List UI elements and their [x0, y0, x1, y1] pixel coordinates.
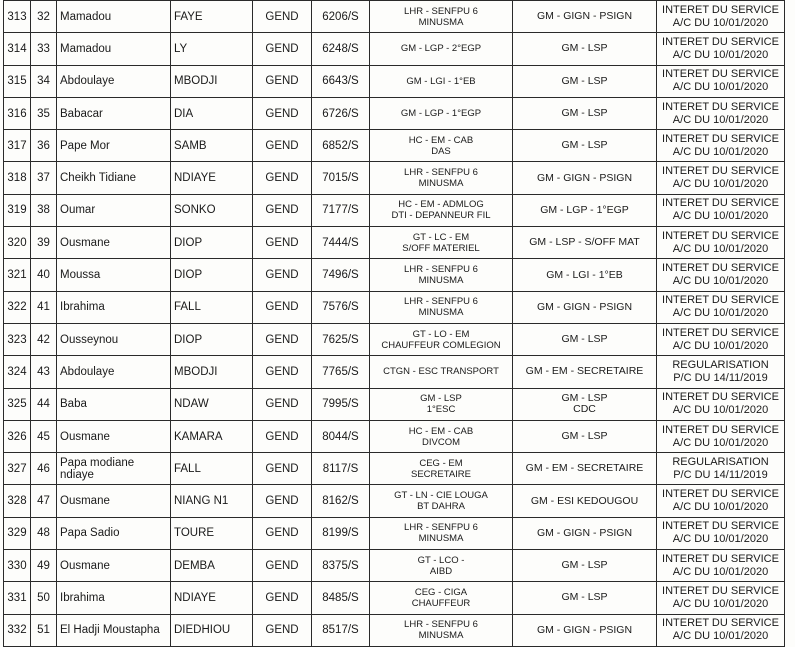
origin-unit-line: CEG - CIGA	[414, 586, 468, 598]
last-name-cell: TOURE	[171, 517, 253, 549]
origin-unit-line: CTGN - ESC TRANSPORT	[383, 366, 499, 378]
reason-line: INTERET DU SERVICE	[662, 165, 779, 178]
row-number-cell: 316	[4, 97, 31, 129]
reason-line: INTERET DU SERVICE	[662, 617, 779, 630]
matricule-cell: 7576/S	[312, 291, 370, 323]
last-name-cell: NIANG N1	[171, 485, 253, 517]
matricule-cell: 7625/S	[312, 323, 370, 355]
destination-unit-line: GM - LSP	[561, 430, 608, 442]
origin-unit-cell	[370, 323, 513, 355]
reason-line: A/C DU 10/01/2020	[672, 81, 769, 94]
origin-unit-line: GM - LSP	[420, 393, 462, 405]
first-name-cell: Ousmane	[57, 485, 171, 517]
row-number-cell: 324	[4, 356, 31, 388]
origin-unit-line: GM - LGP - 1°EGP	[400, 108, 482, 120]
origin-unit-line: DTI - DEPANNEUR FIL	[391, 210, 491, 222]
corps-cell: GEND	[253, 259, 312, 291]
last-name-cell: FALL	[171, 291, 253, 323]
table-body	[4, 1, 785, 647]
corps-cell: GEND	[253, 65, 312, 97]
table-row	[4, 582, 785, 614]
origin-unit-cell	[370, 65, 513, 97]
reason-line: INTERET DU SERVICE	[662, 294, 779, 307]
reason-line: INTERET DU SERVICE	[662, 488, 779, 501]
destination-unit-line: GM - GIGN - PSIGN	[536, 300, 633, 313]
corps-cell: GEND	[253, 291, 312, 323]
first-name-cell: Mamadou	[57, 33, 171, 65]
last-name-cell: FAYE	[171, 1, 253, 33]
matricule-cell: 8117/S	[312, 453, 370, 485]
first-name-cell: Moussa	[57, 259, 171, 291]
reason-line: A/C DU 10/01/2020	[672, 404, 769, 417]
matricule-cell: 8162/S	[312, 485, 370, 517]
reason-cell	[657, 614, 785, 646]
reason-line: A/C DU 10/01/2020	[672, 565, 769, 578]
origin-unit-line: MINUSMA	[418, 16, 464, 28]
origin-unit-cell	[370, 582, 513, 614]
row-number-cell: 314	[4, 33, 31, 65]
destination-unit-line: GM - LGI - 1°EB	[546, 268, 623, 281]
reason-line: A/C DU 10/01/2020	[672, 210, 769, 223]
origin-unit-cell	[370, 97, 513, 129]
table-row	[4, 1, 785, 33]
row-index-cell: 42	[31, 323, 57, 355]
row-number-cell: 331	[4, 582, 31, 614]
corps-cell: GEND	[253, 97, 312, 129]
reason-line: INTERET DU SERVICE	[662, 197, 779, 210]
origin-unit-cell	[370, 259, 513, 291]
reason-cell	[657, 291, 785, 323]
first-name-cell: Ousseynou	[57, 323, 171, 355]
reason-cell	[657, 227, 785, 259]
table-row	[4, 194, 785, 226]
origin-unit-cell	[370, 227, 513, 259]
last-name-cell: MBODJI	[171, 356, 253, 388]
row-index-cell: 39	[31, 227, 57, 259]
row-index-cell: 45	[31, 420, 57, 452]
reason-cell	[657, 388, 785, 420]
row-number-cell: 313	[4, 1, 31, 33]
reason-cell	[657, 130, 785, 162]
matricule-cell: 8485/S	[312, 582, 370, 614]
first-name-cell: Ousmane	[57, 550, 171, 582]
table-row	[4, 65, 785, 97]
reason-line: A/C DU 10/01/2020	[672, 630, 769, 643]
reason-line: INTERET DU SERVICE	[662, 68, 779, 81]
matricule-cell: 8375/S	[312, 550, 370, 582]
reason-cell	[657, 194, 785, 226]
origin-unit-cell	[370, 453, 513, 485]
reason-cell	[657, 485, 785, 517]
origin-unit-cell	[370, 291, 513, 323]
corps-cell: GEND	[253, 420, 312, 452]
reason-line: INTERET DU SERVICE	[662, 520, 779, 533]
first-name-cell: Oumar	[57, 194, 171, 226]
origin-unit-line: S/OFF MATERIEL	[402, 242, 480, 254]
reason-line: A/C DU 10/01/2020	[672, 48, 769, 61]
destination-unit-line: GM - LSP	[561, 107, 608, 120]
table-row	[4, 162, 785, 194]
row-index-cell: 32	[31, 1, 57, 33]
matricule-cell: 7177/S	[312, 194, 370, 226]
row-index-cell: 35	[31, 97, 57, 129]
reason-line: INTERET DU SERVICE	[662, 326, 779, 339]
origin-unit-line: HC - EM - CAB	[408, 134, 474, 146]
destination-unit-cell	[513, 517, 657, 549]
destination-unit-cell	[513, 291, 657, 323]
matricule-cell: 7496/S	[312, 259, 370, 291]
matricule-cell: 6206/S	[312, 1, 370, 33]
destination-unit-line: GM - GIGN - PSIGN	[536, 526, 633, 539]
destination-unit-line: GM - GIGN - PSIGN	[536, 171, 633, 184]
corps-cell: GEND	[253, 550, 312, 582]
last-name-cell: SAMB	[171, 130, 253, 162]
origin-unit-cell	[370, 194, 513, 226]
reason-line: A/C DU 10/01/2020	[672, 113, 769, 126]
destination-unit-cell	[513, 550, 657, 582]
reason-line: A/C DU 10/01/2020	[672, 436, 769, 449]
reason-cell	[657, 259, 785, 291]
row-number-cell: 328	[4, 485, 31, 517]
origin-unit-line: GT - LCO -	[417, 554, 465, 566]
last-name-cell: NDAW	[171, 388, 253, 420]
destination-unit-cell	[513, 614, 657, 646]
reason-line: INTERET DU SERVICE	[662, 423, 779, 436]
matricule-cell: 6852/S	[312, 130, 370, 162]
origin-unit-cell	[370, 162, 513, 194]
table-row	[4, 227, 785, 259]
destination-unit-cell	[513, 1, 657, 33]
origin-unit-line: LHR - SENFPU 6	[404, 264, 478, 276]
destination-unit-line: GM - LSP	[561, 559, 608, 572]
first-name-cell: Abdoulaye	[57, 65, 171, 97]
destination-unit-cell	[513, 420, 657, 452]
reason-line: INTERET DU SERVICE	[662, 391, 779, 404]
destination-unit-line: GM - GIGN - PSIGN	[536, 10, 633, 23]
reason-cell	[657, 97, 785, 129]
corps-cell: GEND	[253, 614, 312, 646]
matricule-cell: 7444/S	[312, 227, 370, 259]
reason-line: A/C DU 10/01/2020	[672, 307, 769, 320]
row-index-cell: 43	[31, 356, 57, 388]
reason-cell	[657, 162, 785, 194]
reason-cell	[657, 517, 785, 549]
reason-line: A/C DU 10/01/2020	[672, 339, 769, 352]
origin-unit-cell	[370, 614, 513, 646]
row-index-cell: 48	[31, 517, 57, 549]
origin-unit-line: MINUSMA	[418, 178, 464, 190]
row-number-cell: 323	[4, 323, 31, 355]
row-index-cell: 50	[31, 582, 57, 614]
origin-unit-line: AIBD	[429, 565, 453, 577]
last-name-cell: LY	[171, 33, 253, 65]
table-row	[4, 614, 785, 646]
row-index-cell: 49	[31, 550, 57, 582]
origin-unit-cell	[370, 550, 513, 582]
destination-unit-cell	[513, 194, 657, 226]
origin-unit-cell	[370, 356, 513, 388]
reason-line: INTERET DU SERVICE	[662, 229, 779, 242]
first-name-cell: Ibrahima	[57, 582, 171, 614]
table-row	[4, 291, 785, 323]
origin-unit-line: MINUSMA	[418, 630, 464, 642]
destination-unit-line: GM - LSP - S/OFF MAT	[529, 236, 640, 249]
row-number-cell: 322	[4, 291, 31, 323]
reason-cell	[657, 582, 785, 614]
first-name-cell: Papa Sadio	[57, 517, 171, 549]
first-name-cell: Babacar	[57, 97, 171, 129]
destination-unit-line: CDC	[573, 403, 596, 416]
table-row	[4, 323, 785, 355]
destination-unit-cell	[513, 485, 657, 517]
origin-unit-line: DIVCOM	[422, 436, 460, 448]
destination-unit-cell	[513, 162, 657, 194]
row-number-cell: 329	[4, 517, 31, 549]
destination-unit-line: GM - LSP	[561, 333, 608, 346]
row-index-cell: 44	[31, 388, 57, 420]
last-name-cell: KAMARA	[171, 420, 253, 452]
last-name-cell: NDIAYE	[171, 162, 253, 194]
origin-unit-cell	[370, 388, 513, 420]
reason-line: INTERET DU SERVICE	[662, 100, 779, 113]
origin-unit-cell	[370, 517, 513, 549]
last-name-cell: FALL	[171, 453, 253, 485]
first-name-cell: El Hadji Moustapha	[57, 614, 171, 646]
origin-unit-line: DAS	[431, 145, 451, 157]
last-name-cell: DIA	[171, 97, 253, 129]
table-row	[4, 453, 785, 485]
destination-unit-cell	[513, 582, 657, 614]
destination-unit-cell	[513, 33, 657, 65]
corps-cell: GEND	[253, 582, 312, 614]
destination-unit-cell	[513, 388, 657, 420]
personnel-table	[3, 0, 785, 647]
last-name-cell: DIOP	[171, 259, 253, 291]
origin-unit-line: CEG - EM	[419, 457, 463, 469]
reason-line: INTERET DU SERVICE	[662, 35, 779, 48]
origin-unit-line: GM - LGP - 2°EGP	[400, 43, 482, 55]
table-row	[4, 97, 785, 129]
origin-unit-line: LHR - SENFPU 6	[404, 167, 478, 179]
origin-unit-line: LHR - SENFPU 6	[404, 5, 478, 17]
corps-cell: GEND	[253, 517, 312, 549]
origin-unit-cell	[370, 33, 513, 65]
first-name-cell: Ousmane	[57, 227, 171, 259]
destination-unit-line: GM - LSP	[561, 42, 608, 55]
row-number-cell: 318	[4, 162, 31, 194]
destination-unit-cell	[513, 453, 657, 485]
first-name-cell: Ousmane	[57, 420, 171, 452]
last-name-cell: MBODJI	[171, 65, 253, 97]
destination-unit-line: GM - LSP	[561, 591, 608, 604]
destination-unit-cell	[513, 97, 657, 129]
corps-cell: GEND	[253, 130, 312, 162]
reason-line: A/C DU 10/01/2020	[672, 16, 769, 29]
reason-line: REGULARISATION	[672, 358, 769, 371]
corps-cell: GEND	[253, 356, 312, 388]
origin-unit-line: CHAUFFEUR	[411, 597, 471, 609]
destination-unit-line: GM - LSP	[561, 392, 608, 405]
row-number-cell: 330	[4, 550, 31, 582]
row-number-cell: 327	[4, 453, 31, 485]
corps-cell: GEND	[253, 323, 312, 355]
first-name-cell: Mamadou	[57, 1, 171, 33]
reason-line: P/C DU 14/11/2019	[673, 468, 768, 481]
last-name-cell: DEMBA	[171, 550, 253, 582]
reason-line: INTERET DU SERVICE	[662, 584, 779, 597]
last-name-cell: DIEDHIOU	[171, 614, 253, 646]
matricule-cell: 8517/S	[312, 614, 370, 646]
origin-unit-line: LHR - SENFPU 6	[404, 619, 478, 631]
origin-unit-line: CHAUFFEUR COMLEGION	[381, 339, 501, 351]
matricule-cell: 7995/S	[312, 388, 370, 420]
row-index-cell: 46	[31, 453, 57, 485]
reason-cell	[657, 1, 785, 33]
reason-cell	[657, 550, 785, 582]
reason-line: P/C DU 14/11/2019	[673, 371, 768, 384]
matricule-cell: 6248/S	[312, 33, 370, 65]
destination-unit-line: GM - GIGN - PSIGN	[536, 623, 633, 636]
corps-cell: GEND	[253, 388, 312, 420]
reason-cell	[657, 453, 785, 485]
reason-cell	[657, 65, 785, 97]
origin-unit-line: MINUSMA	[418, 307, 464, 319]
row-number-cell: 325	[4, 388, 31, 420]
origin-unit-cell	[370, 485, 513, 517]
row-index-cell: 51	[31, 614, 57, 646]
table-row	[4, 259, 785, 291]
reason-line: A/C DU 10/01/2020	[672, 275, 769, 288]
corps-cell: GEND	[253, 453, 312, 485]
row-number-cell: 317	[4, 130, 31, 162]
row-index-cell: 41	[31, 291, 57, 323]
corps-cell: GEND	[253, 485, 312, 517]
destination-unit-line: GM - ESI KEDOUGOU	[530, 494, 639, 507]
origin-unit-line: 1°ESC	[426, 404, 456, 416]
origin-unit-cell	[370, 130, 513, 162]
first-name-cell: Baba	[57, 388, 171, 420]
corps-cell: GEND	[253, 194, 312, 226]
last-name-cell: DIOP	[171, 323, 253, 355]
matricule-cell: 6643/S	[312, 65, 370, 97]
reason-line: A/C DU 10/01/2020	[672, 145, 769, 158]
corps-cell: GEND	[253, 1, 312, 33]
table-row	[4, 130, 785, 162]
row-number-cell: 319	[4, 194, 31, 226]
origin-unit-line: GM - LGI - 1°EB	[406, 75, 476, 87]
last-name-cell: DIOP	[171, 227, 253, 259]
last-name-cell: NDIAYE	[171, 582, 253, 614]
row-index-cell: 38	[31, 194, 57, 226]
destination-unit-line: GM - EM - SECRETAIRE	[525, 462, 644, 475]
reason-cell	[657, 420, 785, 452]
matricule-cell: 7015/S	[312, 162, 370, 194]
row-number-cell: 320	[4, 227, 31, 259]
destination-unit-line: GM - EM - SECRETAIRE	[525, 365, 644, 378]
table-row	[4, 33, 785, 65]
matricule-cell: 8199/S	[312, 517, 370, 549]
origin-unit-line: HC - EM - ADMLOG	[398, 199, 484, 211]
destination-unit-line: GM - LSP	[561, 139, 608, 152]
first-name-cell: Cheikh Tidiane	[57, 162, 171, 194]
origin-unit-line: MINUSMA	[418, 533, 464, 545]
reason-line: A/C DU 10/01/2020	[672, 533, 769, 546]
matricule-cell: 8044/S	[312, 420, 370, 452]
first-name-cell: Pape Mor	[57, 130, 171, 162]
destination-unit-cell	[513, 130, 657, 162]
origin-unit-line: GT - LO - EM	[412, 328, 470, 340]
table-row	[4, 517, 785, 549]
origin-unit-line: MINUSMA	[418, 275, 464, 287]
corps-cell: GEND	[253, 227, 312, 259]
reason-line: INTERET DU SERVICE	[662, 262, 779, 275]
first-name-cell: Ibrahima	[57, 291, 171, 323]
reason-cell	[657, 356, 785, 388]
corps-cell: GEND	[253, 162, 312, 194]
origin-unit-line: GT - LC - EM	[412, 231, 470, 243]
origin-unit-cell	[370, 420, 513, 452]
origin-unit-line: BT DAHRA	[417, 501, 465, 513]
reason-cell	[657, 323, 785, 355]
row-index-cell: 33	[31, 33, 57, 65]
reason-line: A/C DU 10/01/2020	[672, 178, 769, 191]
table-row	[4, 485, 785, 517]
destination-unit-cell	[513, 356, 657, 388]
destination-unit-cell	[513, 65, 657, 97]
origin-unit-line: SECRETAIRE	[410, 468, 471, 480]
last-name-cell: SONKO	[171, 194, 253, 226]
reason-line: A/C DU 10/01/2020	[672, 242, 769, 255]
corps-cell: GEND	[253, 33, 312, 65]
reason-line: REGULARISATION	[672, 455, 769, 468]
origin-unit-line: LHR - SENFPU 6	[404, 296, 478, 308]
destination-unit-cell	[513, 227, 657, 259]
origin-unit-line: LHR - SENFPU 6	[404, 522, 478, 534]
destination-unit-cell	[513, 323, 657, 355]
origin-unit-line: GT - LN - CIE LOUGA	[394, 490, 488, 502]
matricule-cell: 6726/S	[312, 97, 370, 129]
row-number-cell: 315	[4, 65, 31, 97]
row-index-cell: 36	[31, 130, 57, 162]
table-row	[4, 550, 785, 582]
table-row	[4, 356, 785, 388]
reason-line: INTERET DU SERVICE	[662, 132, 779, 145]
row-index-cell: 34	[31, 65, 57, 97]
first-name-cell: Papa modiane ndiaye	[57, 453, 171, 485]
destination-unit-line: GM - LGP - 1°EGP	[540, 203, 629, 216]
origin-unit-cell	[370, 1, 513, 33]
reason-line: A/C DU 10/01/2020	[672, 597, 769, 610]
reason-cell	[657, 33, 785, 65]
destination-unit-cell	[513, 259, 657, 291]
reason-line: INTERET DU SERVICE	[662, 3, 779, 16]
first-name-cell: Abdoulaye	[57, 356, 171, 388]
row-number-cell: 326	[4, 420, 31, 452]
row-index-cell: 47	[31, 485, 57, 517]
reason-line: INTERET DU SERVICE	[662, 552, 779, 565]
table-row	[4, 388, 785, 420]
reason-line: A/C DU 10/01/2020	[672, 501, 769, 514]
row-index-cell: 40	[31, 259, 57, 291]
matricule-cell: 7765/S	[312, 356, 370, 388]
table-row	[4, 420, 785, 452]
row-number-cell: 321	[4, 259, 31, 291]
row-index-cell: 37	[31, 162, 57, 194]
destination-unit-line: GM - LSP	[561, 74, 608, 87]
origin-unit-line: HC - EM - CAB	[408, 425, 474, 437]
row-number-cell: 332	[4, 614, 31, 646]
